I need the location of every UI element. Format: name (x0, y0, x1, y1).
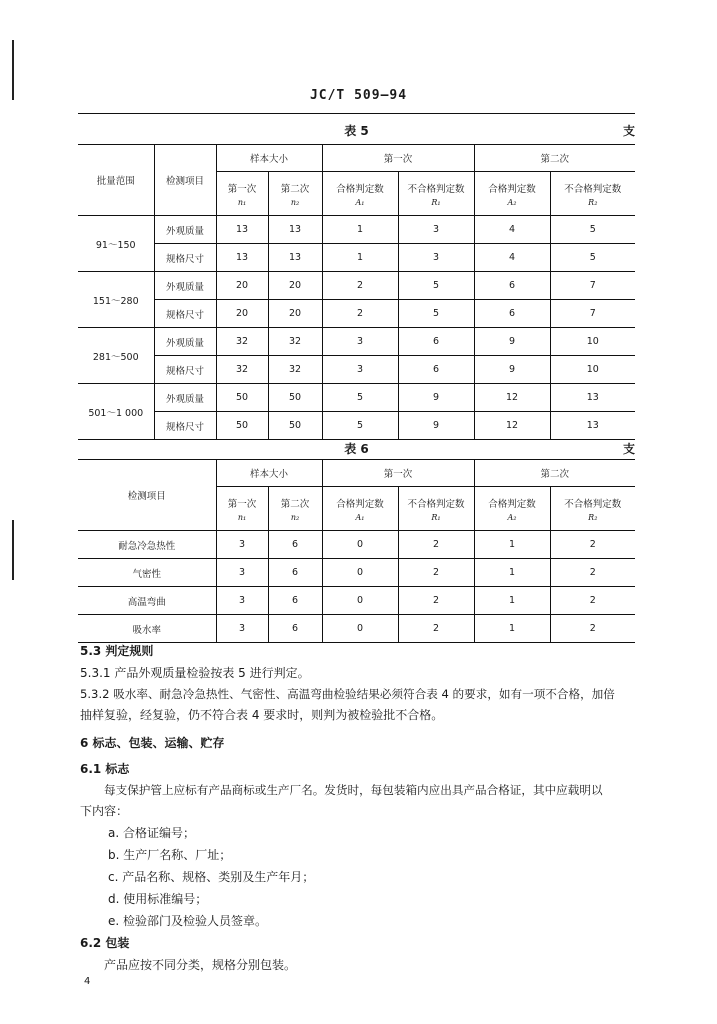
table-row (78, 244, 635, 272)
table6-a1: 0 (322, 587, 398, 615)
page-number: 4 (84, 976, 91, 987)
table5-batch: 151～280 (78, 272, 154, 328)
list-item: c. 产品名称、规格、类别及生产年月； (108, 870, 315, 884)
table6-header-a2: 合格判定数 A₂ (474, 487, 550, 531)
section-6-heading: 6 标志、包装、运输、贮存 (80, 736, 225, 750)
header-rule (78, 113, 635, 114)
table5-n1: 32 (216, 356, 268, 384)
table5-n2: 32 (268, 356, 322, 384)
table6-item: 吸水率 (78, 615, 216, 643)
table6 (78, 459, 635, 643)
table6-r2: 2 (550, 587, 635, 615)
table5-item: 外观质量 (154, 216, 216, 244)
table6-title: 表 6 (344, 442, 369, 456)
section-6-1-heading: 6.1 标志 (80, 762, 130, 776)
table6-a2: 1 (474, 531, 550, 559)
table5-r2: 7 (550, 300, 635, 328)
table6-item: 气密性 (78, 559, 216, 587)
table5-n2: 32 (268, 328, 322, 356)
table5-item: 规格尺寸 (154, 412, 216, 440)
table-row (78, 356, 635, 384)
table5-r2: 7 (550, 272, 635, 300)
table-row (78, 272, 635, 300)
table-row (78, 412, 635, 440)
list-item: d. 使用标准编号； (108, 892, 208, 906)
table5-a2: 4 (474, 244, 550, 272)
table5-item: 外观质量 (154, 384, 216, 412)
table5-item: 外观质量 (154, 328, 216, 356)
table6-a1: 0 (322, 615, 398, 643)
table-row (78, 587, 635, 615)
table6-unit: 支 (622, 442, 635, 456)
list-item: a. 合格证编号； (108, 826, 195, 840)
table6-header-second: 第二次 (474, 460, 635, 487)
table5-header-item: 检测项目 (154, 145, 216, 216)
table5-r1: 9 (398, 412, 474, 440)
table5-a1: 2 (322, 272, 398, 300)
standard-code-header: JC/T 509—94 (309, 88, 408, 103)
table5-n2: 50 (268, 412, 322, 440)
table6-a2: 1 (474, 615, 550, 643)
table5-header-n2: 第二次 n₂ (268, 172, 322, 216)
table5-n1: 20 (216, 300, 268, 328)
table6-n2: 6 (268, 587, 322, 615)
table-row (78, 531, 635, 559)
table5-n1: 32 (216, 328, 268, 356)
table6-r2: 2 (550, 559, 635, 587)
table5-n1: 50 (216, 384, 268, 412)
table5-header-a2: 合格判定数 A₂ (474, 172, 550, 216)
table6-r2: 2 (550, 531, 635, 559)
table5-unit: 支 (622, 124, 635, 138)
table5-n2: 13 (268, 244, 322, 272)
table6-item: 耐急冷急热性 (78, 531, 216, 559)
table6-header-sample: 样本大小 (216, 460, 322, 487)
table5-header-first: 第一次 (322, 145, 474, 172)
table5-r2: 10 (550, 328, 635, 356)
table5-r1: 6 (398, 356, 474, 384)
table5-n1: 20 (216, 272, 268, 300)
table5-a1: 1 (322, 216, 398, 244)
table5-r2: 5 (550, 244, 635, 272)
table5-a1: 3 (322, 356, 398, 384)
paragraph-6-1-line1: 每支保护管上应标有产品商标或生产厂名。发货时，每包装箱内应出具产品合格证，其中应载明以 (104, 783, 603, 797)
table5-item: 规格尺寸 (154, 300, 216, 328)
table-row (78, 328, 635, 356)
table5-item: 规格尺寸 (154, 244, 216, 272)
table6-r1: 2 (398, 559, 474, 587)
table5-n1: 13 (216, 216, 268, 244)
table5-header-n1: 第一次 n₁ (216, 172, 268, 216)
table6-a2: 1 (474, 587, 550, 615)
table5-a2: 9 (474, 356, 550, 384)
table-row (78, 384, 635, 412)
table6-r1: 2 (398, 587, 474, 615)
table6-item: 高温弯曲 (78, 587, 216, 615)
table5-header-a1: 合格判定数 A₁ (322, 172, 398, 216)
table5-header-sample: 样本大小 (216, 145, 322, 172)
table5-n2: 20 (268, 300, 322, 328)
table5-r1: 6 (398, 328, 474, 356)
table5-r1: 5 (398, 272, 474, 300)
table6-n1: 3 (216, 531, 268, 559)
table6-a2: 1 (474, 559, 550, 587)
table-row (78, 615, 635, 643)
table5-a1: 3 (322, 328, 398, 356)
table-row (78, 300, 635, 328)
table5-a1: 2 (322, 300, 398, 328)
table5-header-r1: 不合格判定数 R₁ (398, 172, 474, 216)
table6-n1: 3 (216, 587, 268, 615)
table6-header-first: 第一次 (322, 460, 474, 487)
table5-r1: 3 (398, 244, 474, 272)
table6-n1: 3 (216, 559, 268, 587)
table5-r1: 3 (398, 216, 474, 244)
table5-a1: 5 (322, 412, 398, 440)
scan-edge-mark (12, 520, 14, 580)
section-5-3-heading: 5.3 判定规则 (80, 644, 154, 658)
table5-item: 外观质量 (154, 272, 216, 300)
clause-5-3-2-line1: 5.3.2 吸水率、耐急冷急热性、气密性、高温弯曲检验结果必须符合表 4 的要求，如有一项不合格，加倍 (80, 687, 615, 701)
list-item: e. 检验部门及检验人员签章。 (108, 914, 268, 928)
table5-n1: 50 (216, 412, 268, 440)
table-row (78, 559, 635, 587)
table6-r1: 2 (398, 615, 474, 643)
table6-header-r1: 不合格判定数 R₁ (398, 487, 474, 531)
table6-r2: 2 (550, 615, 635, 643)
table6-r1: 2 (398, 531, 474, 559)
table5-batch: 501～1 000 (78, 384, 154, 440)
table6-header-item: 检测项目 (78, 460, 216, 531)
table5-a2: 12 (474, 412, 550, 440)
table5-a1: 1 (322, 244, 398, 272)
table5-a2: 12 (474, 384, 550, 412)
table5-r2: 10 (550, 356, 635, 384)
table5-header-batch: 批量范围 (78, 145, 154, 216)
table5 (78, 144, 635, 440)
table6-header-n1: 第一次 n₁ (216, 487, 268, 531)
table6-n2: 6 (268, 615, 322, 643)
table5-a2: 6 (474, 300, 550, 328)
table5-n2: 50 (268, 384, 322, 412)
paragraph-6-2: 产品应按不同分类，规格分别包装。 (104, 958, 297, 972)
table5-n2: 13 (268, 216, 322, 244)
table5-n1: 13 (216, 244, 268, 272)
table5-header-second: 第二次 (474, 145, 635, 172)
table6-n1: 3 (216, 615, 268, 643)
table5-r2: 13 (550, 412, 635, 440)
table6-header-n2: 第二次 n₂ (268, 487, 322, 531)
table6-n2: 6 (268, 559, 322, 587)
clause-5-3-2-line2: 抽样复验，经复验，仍不符合表 4 要求时，则判为被检验批不合格。 (80, 708, 444, 722)
table5-item: 规格尺寸 (154, 356, 216, 384)
table5-r2: 13 (550, 384, 635, 412)
table5-a1: 5 (322, 384, 398, 412)
table5-title: 表 5 (344, 124, 369, 138)
paragraph-6-1-line2: 下内容： (80, 804, 129, 818)
table-row (78, 216, 635, 244)
table6-a1: 0 (322, 559, 398, 587)
table5-batch: 281～500 (78, 328, 154, 384)
section-6-2-heading: 6.2 包装 (80, 936, 130, 950)
table6-header-r2: 不合格判定数 R₂ (550, 487, 635, 531)
table5-r1: 9 (398, 384, 474, 412)
table5-r1: 5 (398, 300, 474, 328)
table5-a2: 9 (474, 328, 550, 356)
table5-a2: 6 (474, 272, 550, 300)
table5-r2: 5 (550, 216, 635, 244)
table6-header-a1: 合格判定数 A₁ (322, 487, 398, 531)
table5-header-r2: 不合格判定数 R₂ (550, 172, 635, 216)
list-item: b. 生产厂名称、厂址； (108, 848, 232, 862)
table5-a2: 4 (474, 216, 550, 244)
table6-a1: 0 (322, 531, 398, 559)
table5-n2: 20 (268, 272, 322, 300)
table5-batch: 91～150 (78, 216, 154, 272)
table6-n2: 6 (268, 531, 322, 559)
clause-5-3-1: 5.3.1 产品外观质量检验按表 5 进行判定。 (80, 666, 310, 680)
